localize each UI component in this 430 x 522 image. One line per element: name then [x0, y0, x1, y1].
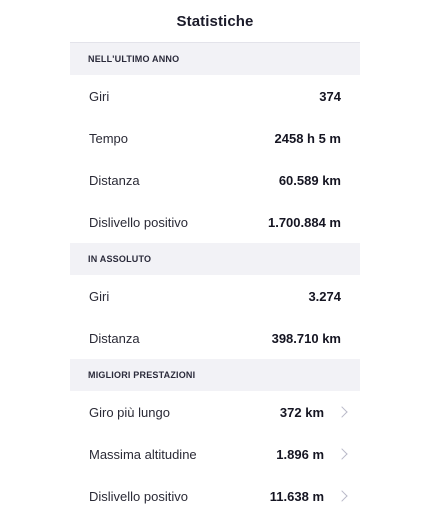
best-row-longest-ride[interactable] [70, 391, 360, 433]
stat-label: Giri [89, 288, 110, 304]
stat-label: Giri [89, 88, 110, 104]
section-header-last-year: NELL'ULTIMO ANNO [70, 43, 360, 75]
section-header-all-time: IN ASSOLUTO [70, 243, 360, 275]
section-header-best-performances: MIGLIORI PRESTAZIONI [70, 359, 360, 391]
best-row-max-altitude[interactable] [70, 433, 360, 475]
stat-label: Tempo [89, 130, 129, 146]
stat-row-elevation-gain [70, 201, 360, 243]
stat-label: Distanza [89, 330, 140, 346]
chevron-right-icon [336, 448, 347, 459]
stat-value: 1.700.884 m [267, 214, 341, 230]
stat-label: Dislivello positivo [89, 214, 188, 230]
stat-value: 374 [319, 88, 341, 104]
stat-value: 11.638 m [269, 488, 324, 504]
stat-row-distance [70, 159, 360, 201]
chevron-right-icon [336, 406, 347, 417]
stat-row-time [70, 117, 360, 159]
stat-value: 1.896 m [276, 446, 324, 462]
chevron-right-icon [336, 490, 347, 501]
stat-label: Dislivello positivo [89, 488, 188, 504]
best-row-elevation-gain[interactable] [70, 475, 360, 517]
stat-label: Giro più lungo [89, 404, 170, 420]
stat-value: 60.589 km [278, 172, 341, 188]
stat-row-rides [70, 75, 360, 117]
stats-list [70, 43, 360, 517]
page-title: Statistiche [176, 12, 254, 30]
stat-label: Distanza [89, 172, 140, 188]
nav-header [70, 0, 360, 43]
stat-row-distance [70, 317, 360, 359]
stat-value: 398.710 km [271, 330, 341, 346]
stat-row-rides [70, 275, 360, 317]
stat-value: 3.274 [308, 288, 341, 304]
stat-value: 2458 h 5 m [274, 130, 341, 146]
stat-value: 372 km [279, 404, 324, 420]
stat-label: Massima altitudine [89, 446, 197, 462]
